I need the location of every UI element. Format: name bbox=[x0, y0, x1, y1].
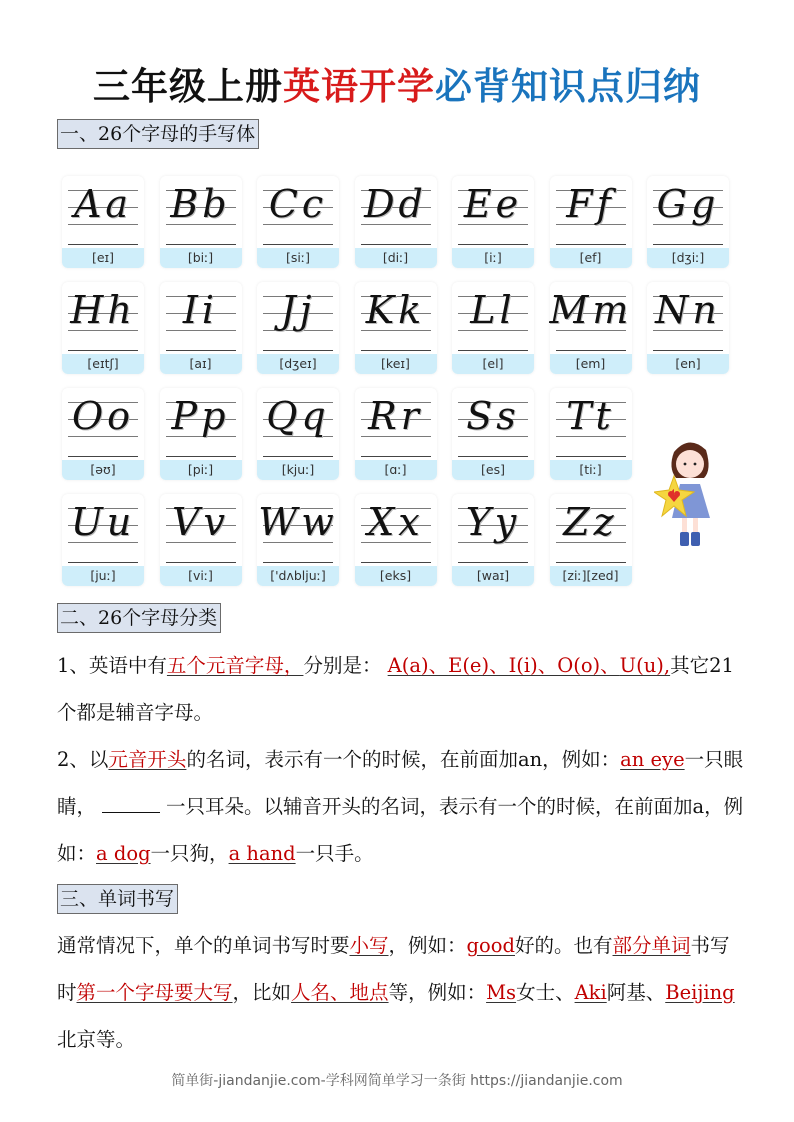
letter-phonetic: [kjuː] bbox=[257, 460, 339, 480]
letter-phonetic: [keɪ] bbox=[355, 354, 437, 374]
letter-glyph: Jj bbox=[280, 288, 316, 332]
fill-in-blank[interactable] bbox=[102, 811, 160, 813]
letter-phonetic: [diː] bbox=[355, 248, 437, 268]
letter-card bbox=[647, 282, 729, 374]
example-a-hand: a hand bbox=[228, 842, 296, 865]
title-part-english: 英语开学 bbox=[283, 65, 435, 108]
letter-glyph: Zz bbox=[563, 500, 618, 544]
example-an-eye: an eye bbox=[620, 748, 685, 771]
letter-phonetic: [ziː][zed] bbox=[550, 566, 632, 586]
letter-glyph: Cc bbox=[268, 182, 328, 226]
text: ，比如 bbox=[232, 981, 292, 1004]
section-heading-handwriting: 一、26个字母的手写体 bbox=[57, 119, 259, 149]
letter-glyph: Hh bbox=[70, 288, 136, 332]
letter-phonetic: [əʊ] bbox=[62, 460, 144, 480]
letter-phonetic: [dʒiː] bbox=[647, 248, 729, 268]
letter-glyph: Ee bbox=[463, 182, 523, 226]
paragraph-vowels bbox=[57, 642, 747, 736]
title-part-grade: 三年级上册 bbox=[93, 65, 283, 108]
letter-glyph: Yy bbox=[465, 500, 521, 544]
text: 北京等。 bbox=[57, 1028, 136, 1051]
letter-phonetic: [biː] bbox=[160, 248, 242, 268]
letter-glyph: Pp bbox=[171, 394, 230, 438]
text: 一只耳朵。以辅音开头的名词，表示有一个的时候，在前面加a，例如： bbox=[57, 795, 744, 865]
example-a-dog: a dog bbox=[96, 842, 151, 865]
letter-card bbox=[355, 494, 437, 586]
letter-phonetic: [ef] bbox=[550, 248, 632, 268]
letter-card bbox=[62, 282, 144, 374]
letter-glyph: Ii bbox=[182, 288, 219, 332]
letter-card bbox=[550, 494, 632, 586]
letter-glyph: Ff bbox=[566, 182, 615, 226]
letter-glyph: Oo bbox=[71, 394, 135, 438]
text: 阿基、 bbox=[606, 981, 666, 1004]
letter-card bbox=[62, 176, 144, 268]
letter-phonetic: [em] bbox=[550, 354, 632, 374]
letter-phonetic: [siː] bbox=[257, 248, 339, 268]
text: ，例如： bbox=[388, 934, 467, 957]
text: 一只眼睛， bbox=[57, 748, 744, 818]
letter-card bbox=[452, 388, 534, 480]
answer-some-words: 部分单词 bbox=[612, 934, 691, 957]
answer-lowercase: 小写 bbox=[349, 934, 389, 957]
letter-glyph: Tt bbox=[566, 394, 615, 438]
answer-vowel-start: 元音开头 bbox=[108, 748, 187, 771]
letter-phonetic: [ɑː] bbox=[355, 460, 437, 480]
text: 女士、 bbox=[516, 981, 575, 1004]
letter-glyph: Ss bbox=[466, 394, 520, 438]
letter-phonetic: [iː] bbox=[452, 248, 534, 268]
letter-glyph: Ll bbox=[470, 288, 516, 332]
example-good: good bbox=[466, 934, 515, 957]
letter-glyph: Ww bbox=[258, 500, 338, 544]
letter-glyph: Dd bbox=[364, 182, 427, 226]
letter-card bbox=[62, 494, 144, 586]
letter-phonetic: [piː] bbox=[160, 460, 242, 480]
letter-glyph: Nn bbox=[655, 288, 721, 332]
answer-capitalize-first: 第一个字母要大写 bbox=[76, 981, 233, 1004]
text: 的名词，表示有一个的时候，在前面加an，例如： bbox=[186, 748, 621, 771]
letter-phonetic: [waɪ] bbox=[452, 566, 534, 586]
letter-card bbox=[160, 494, 242, 586]
example-ms: Ms bbox=[486, 981, 517, 1004]
letter-card bbox=[160, 176, 242, 268]
letter-phonetic: [tiː] bbox=[550, 460, 632, 480]
text: 其它21个都是辅音字母。 bbox=[57, 654, 734, 724]
letter-card bbox=[257, 388, 339, 480]
text: 书写时 bbox=[57, 934, 730, 1004]
letter-phonetic: [en] bbox=[647, 354, 729, 374]
page-title bbox=[0, 62, 794, 112]
text: 2、以 bbox=[57, 748, 109, 771]
letter-phonetic: [eks] bbox=[355, 566, 437, 586]
answer-vowel-u: U(u), bbox=[619, 654, 671, 677]
letter-glyph: Rr bbox=[368, 394, 423, 438]
paragraph-articles bbox=[57, 736, 747, 877]
letter-phonetic: [aɪ] bbox=[160, 354, 242, 374]
letter-card bbox=[355, 388, 437, 480]
footer-watermark: 简单街-jiandanjie.com-学科网简单学习一条街 https://jiandanjie.com bbox=[171, 1073, 623, 1089]
paragraph-capitalization bbox=[57, 922, 747, 1063]
letter-card bbox=[257, 282, 339, 374]
letter-phonetic: ['dʌbljuː] bbox=[257, 566, 339, 586]
letter-card bbox=[550, 388, 632, 480]
letter-card bbox=[647, 176, 729, 268]
letter-glyph: Aa bbox=[73, 182, 133, 226]
letter-glyph: Uu bbox=[70, 500, 136, 544]
answer-names-places: 人名、地点 bbox=[291, 981, 389, 1004]
letter-phonetic: [dʒeɪ] bbox=[257, 354, 339, 374]
letter-card bbox=[452, 494, 534, 586]
answer-vowel-list: A(a)、E(e)、I(i)、O(o)、 bbox=[387, 654, 620, 677]
section-heading-word-writing: 三、单词书写 bbox=[57, 884, 178, 914]
letter-glyph: Bb bbox=[170, 182, 231, 226]
letter-phonetic: [eɪ] bbox=[62, 248, 144, 268]
text: 等，例如： bbox=[388, 981, 487, 1004]
letter-phonetic: [el] bbox=[452, 354, 534, 374]
letter-glyph: Mm bbox=[549, 288, 633, 332]
letter-card bbox=[160, 282, 242, 374]
letter-glyph: Qq bbox=[266, 394, 330, 438]
text: 好的。也有 bbox=[515, 934, 613, 957]
text: 一只手。 bbox=[295, 842, 374, 865]
letter-glyph: Xx bbox=[367, 500, 424, 544]
alphabet-handwriting-grid bbox=[62, 176, 742, 586]
letter-card bbox=[257, 176, 339, 268]
letter-phonetic: [juː] bbox=[62, 566, 144, 586]
letter-card bbox=[452, 282, 534, 374]
text: 分别是： bbox=[303, 654, 382, 677]
example-beijing: Beijing bbox=[665, 981, 735, 1004]
text: 1、英语中有 bbox=[57, 654, 167, 677]
letter-card bbox=[550, 282, 632, 374]
letter-card bbox=[550, 176, 632, 268]
letter-phonetic: [es] bbox=[452, 460, 534, 480]
example-aki: Aki bbox=[574, 981, 607, 1004]
title-part-knowledge: 必背知识点归纳 bbox=[435, 65, 701, 108]
letter-card bbox=[160, 388, 242, 480]
girl-holding-star-illustration bbox=[654, 432, 724, 552]
letter-glyph: Vv bbox=[172, 500, 229, 544]
section-heading-classification: 二、26个字母分类 bbox=[57, 603, 221, 633]
letter-glyph: Gg bbox=[656, 182, 720, 226]
letter-glyph: Kk bbox=[365, 288, 426, 332]
letter-phonetic: [eɪtʃ] bbox=[62, 354, 144, 374]
text: 通常情况下，单个的单词书写时要 bbox=[57, 934, 350, 957]
letter-phonetic: [viː] bbox=[160, 566, 242, 586]
letter-card bbox=[355, 176, 437, 268]
text: 一只狗， bbox=[150, 842, 229, 865]
letter-card bbox=[452, 176, 534, 268]
letter-card bbox=[62, 388, 144, 480]
letter-card bbox=[257, 494, 339, 586]
letter-card bbox=[355, 282, 437, 374]
answer-five-vowels: 五个元音字母， bbox=[166, 654, 304, 677]
